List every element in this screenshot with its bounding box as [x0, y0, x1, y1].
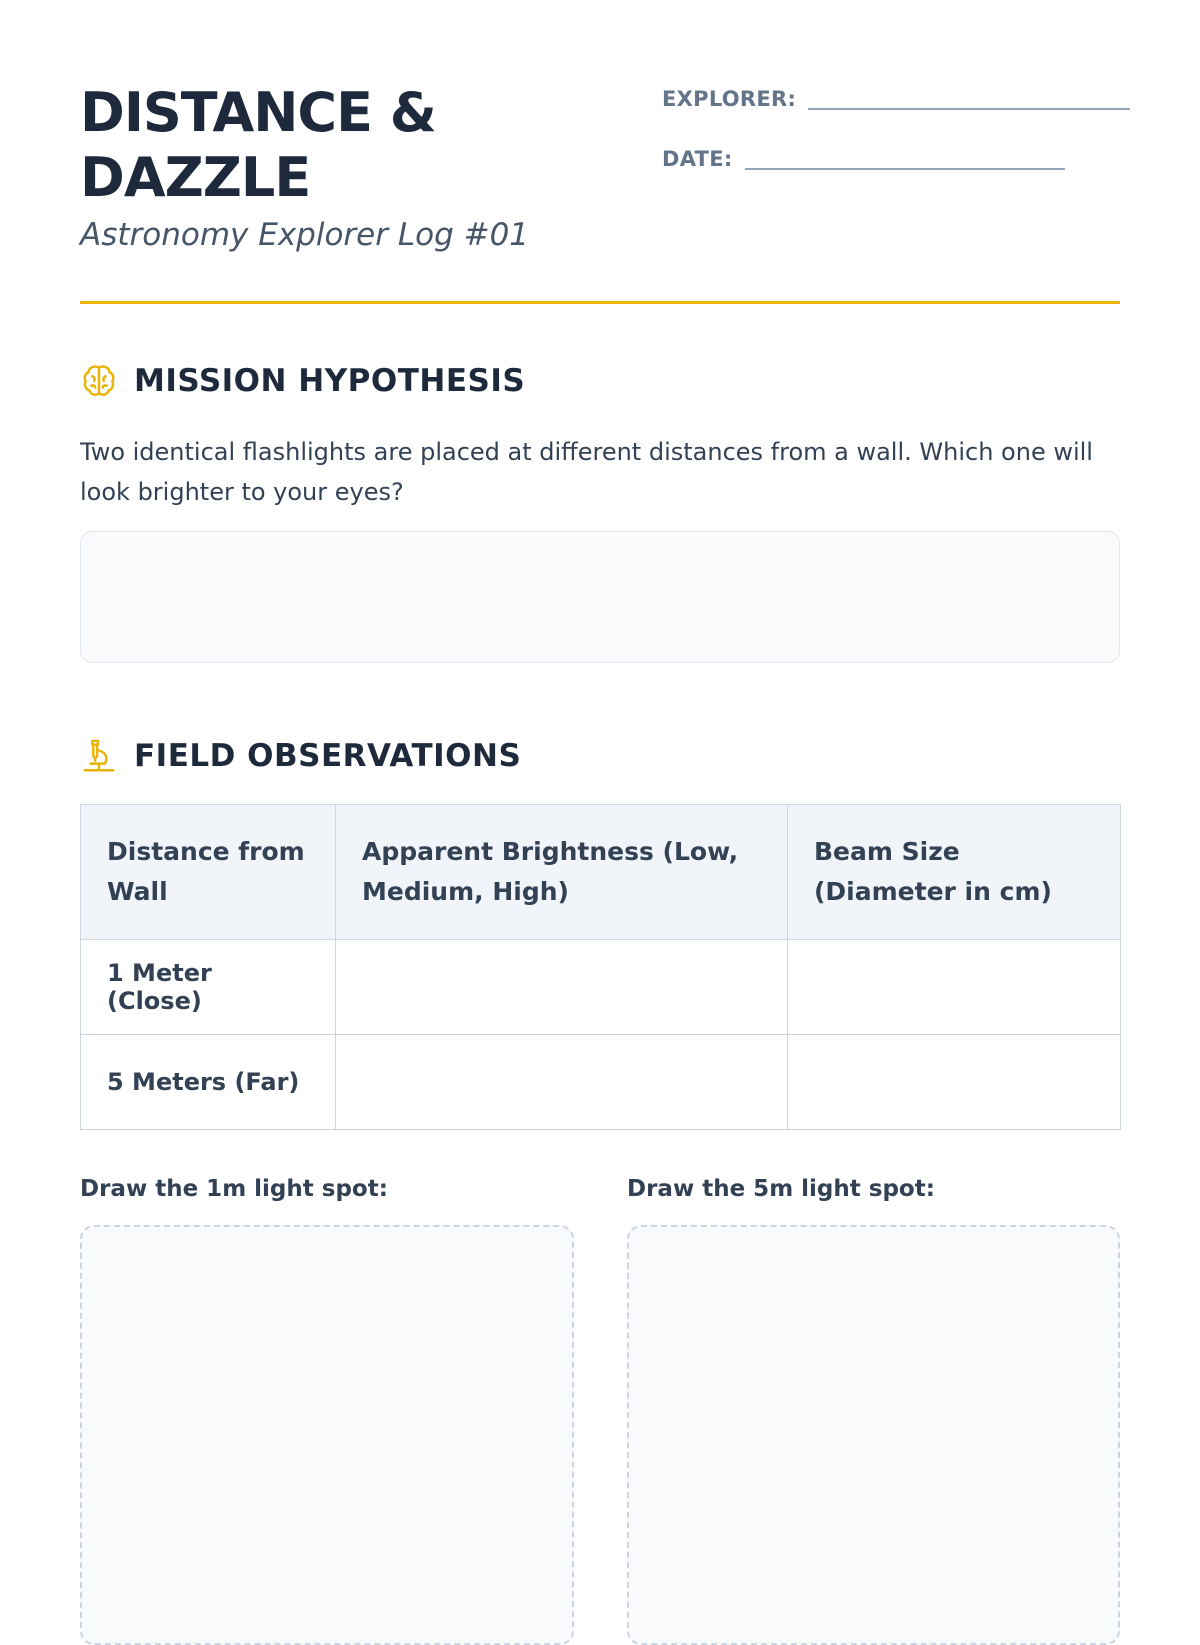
- microscope-icon: [80, 737, 118, 775]
- page-title: DISTANCE & DAZZLE: [80, 81, 436, 209]
- draw-1m-area[interactable]: [80, 1225, 574, 1645]
- column-header-distance: Distance from Wall: [81, 805, 336, 940]
- draw-5m-area[interactable]: [627, 1225, 1120, 1645]
- column-header-brightness: Apparent Brightness (Low, Medium, High): [336, 805, 788, 940]
- beam-size-cell[interactable]: [788, 1035, 1121, 1130]
- column-header-beam-size: Beam Size (Diameter in cm): [788, 805, 1121, 940]
- beam-size-cell[interactable]: [788, 940, 1121, 1035]
- worksheet-header: [80, 0, 1120, 304]
- draw-1m-label: Draw the 1m light spot:: [80, 1176, 388, 1202]
- observations-heading: [80, 736, 521, 776]
- page-subtitle: Astronomy Explorer Log #01: [80, 217, 530, 253]
- observations-table: [80, 804, 1121, 1130]
- worksheet-page: [80, 0, 1120, 1600]
- date-row: [662, 146, 1065, 172]
- hypothesis-answer-box[interactable]: [80, 531, 1120, 663]
- hypothesis-heading: [80, 361, 525, 401]
- draw-5m-label: Draw the 5m light spot:: [627, 1176, 935, 1202]
- hypothesis-title: MISSION HYPOTHESIS: [134, 363, 526, 399]
- table-row: [81, 1035, 1121, 1130]
- observations-title: FIELD OBSERVATIONS: [134, 738, 522, 774]
- explorer-row: [662, 86, 1130, 112]
- table-row: [81, 940, 1121, 1035]
- date-label: DATE:: [662, 147, 733, 171]
- date-field[interactable]: [745, 168, 1065, 170]
- explorer-label: EXPLORER:: [662, 87, 797, 111]
- explorer-field[interactable]: [808, 108, 1130, 110]
- distance-cell: 5 Meters (Far): [81, 1035, 336, 1130]
- table-header-row: [81, 805, 1121, 940]
- hypothesis-prompt: Two identical flashlights are placed at different distances from a wall. Which one will look brighter to your eyes?: [80, 438, 1093, 506]
- distance-cell: 1 Meter (Close): [81, 940, 336, 1035]
- brain-icon: [80, 362, 118, 400]
- brightness-cell[interactable]: [336, 940, 788, 1035]
- brightness-cell[interactable]: [336, 1035, 788, 1130]
